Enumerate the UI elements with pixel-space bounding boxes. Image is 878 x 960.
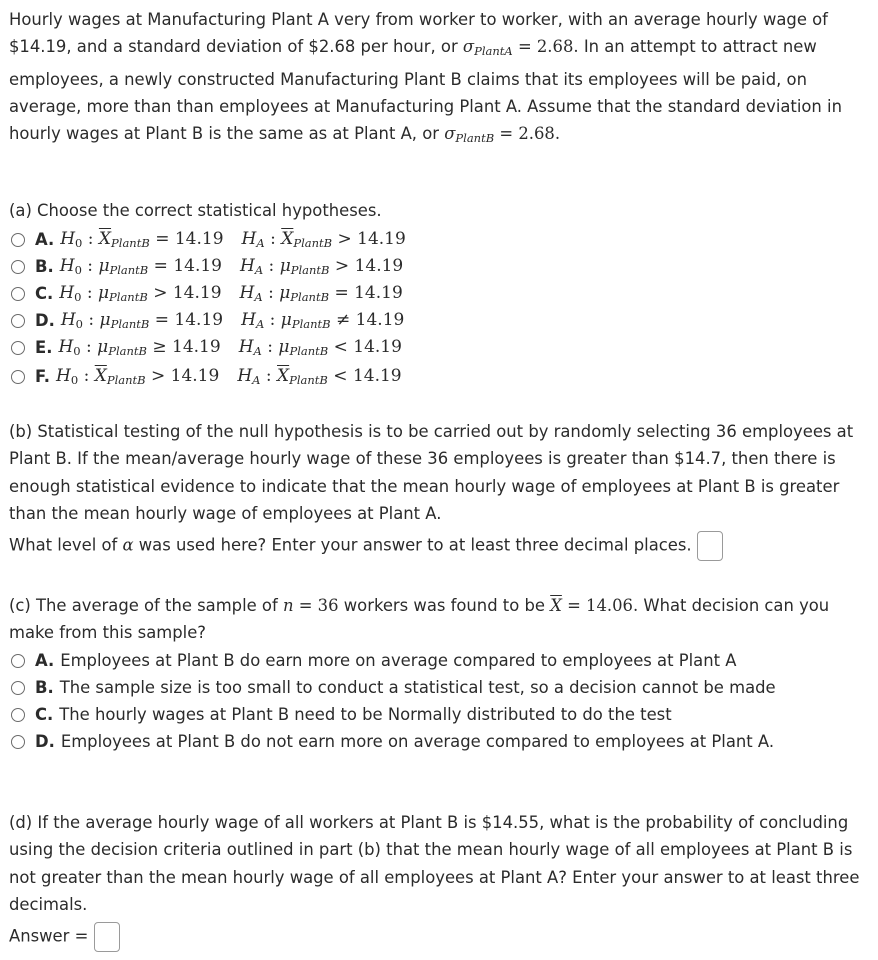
radio-button[interactable]	[11, 260, 25, 274]
option-text: Employees at Plant B do earn more on average compared to employees at Plant A	[60, 651, 737, 670]
radio-button[interactable]	[11, 341, 25, 355]
alternative-hypothesis: $H_A$ : $\overline{X}_{PlantB} > 14.19$	[241, 229, 406, 250]
null-hypothesis: H0 : $\mu_{PlantB} \ge 14.19$	[58, 337, 221, 358]
option-text: The hourly wages at Plant B need to be Normally distributed to do the test	[59, 705, 672, 724]
part-d-paragraph: (d) If the average hourly wage of all workers at Plant B is $14.55, what is the probability of concluding using the decision criteria outlined in part (b) that the mean hourly wage of all employees at Plant B is not greater than the mean hourly wage of all employees at Plant A? Enter your answer to at least three decimals. Answer =	[9, 809, 871, 952]
option-letter: C.	[35, 705, 54, 724]
radio-button[interactable]	[11, 654, 25, 668]
option-text: Employees at Plant B do not earn more on average compared to employees at Plant A.	[60, 732, 775, 751]
option-letter: D.	[35, 311, 55, 330]
part-a-question: (a) Choose the correct statistical hypotheses.	[9, 201, 382, 220]
hypothesis-option[interactable]	[9, 280, 403, 307]
radio-button[interactable]	[11, 370, 25, 384]
sigma-symbol: σ	[444, 124, 456, 144]
radio-button[interactable]	[11, 735, 25, 749]
option-letter: F.	[35, 367, 51, 386]
decision-option[interactable]	[9, 701, 672, 728]
radio-button[interactable]	[11, 233, 25, 247]
intro-line-3: employees, a newly constructed Manufacturing Plant B claims that its employees will be paid, on	[9, 69, 807, 89]
alternative-hypothesis: $H_A$ : $\mu_{PlantB} > 14.19$	[240, 256, 404, 277]
null-hypothesis: H0 : $\overline{X}_{PlantB} = 14.19$	[60, 229, 224, 250]
probability-answer-input[interactable]	[94, 922, 120, 952]
alpha-answer-input[interactable]	[697, 531, 723, 561]
option-text: The sample size is too small to conduct a statistical test, so a decision cannot be made	[59, 678, 776, 697]
option-letter: A.	[35, 651, 55, 670]
hypothesis-option[interactable]	[9, 253, 403, 280]
part-b-paragraph: (b) Statistical testing of the null hypothesis is to be carried out by randomly selecting 36 employees at Plant B. If the mean/average hourly wage of these 36 employees is greater than $14.7, then there is enough statistical evidence to indicate that the mean hourly wage of employees at Plant B is greater than the mean hourly wage of employees at Plant A. What level of α was used here? Enter your answer to at least three decimal places.	[9, 418, 871, 561]
null-hypothesis: H0 : $\overline{X}_{PlantB} > 14.19$	[56, 366, 220, 387]
intro-line-5: hourly wages at Plant B is the same as at Plant A, or $\sigma_{PlantB} = 2.68$.	[9, 124, 561, 146]
option-letter: A.	[35, 230, 55, 249]
null-hypothesis: H0 : $\mu_{PlantB} > 14.19$	[59, 283, 222, 304]
alternative-hypothesis: $H_A$ : $\mu_{PlantB} \ne 14.19$	[241, 310, 405, 331]
radio-button[interactable]	[11, 708, 25, 722]
alternative-hypothesis: $H_A$ : $\overline{X}_{PlantB} < 14.19$	[237, 366, 402, 387]
part-c-question: (c) The average of the sample of n = 36 workers was found to be $\overline{X} = 14.06$. What decision can you make from this sample?	[9, 596, 830, 643]
radio-button[interactable]	[11, 681, 25, 695]
decision-option[interactable]	[9, 674, 776, 701]
decision-option[interactable]	[9, 728, 774, 755]
option-letter: D.	[35, 732, 55, 751]
sigma-symbol: σ	[462, 37, 475, 57]
intro-paragraph	[9, 6, 871, 152]
hypothesis-option[interactable]	[9, 307, 404, 334]
null-hypothesis: H0 : $\mu_{PlantB} = 14.19$	[59, 256, 222, 277]
radio-button[interactable]	[11, 287, 25, 301]
hypothesis-option[interactable]	[9, 226, 406, 253]
intro-line-2: $14.19, and a standard deviation of $2.68 per hour, or $\sigma_{PlantA} = 2.68$. In an attempt to attract new	[9, 37, 817, 59]
alternative-hypothesis: $H_A$ : $\mu_{PlantB} < 14.19$	[238, 337, 402, 358]
hypothesis-option[interactable]	[9, 334, 402, 361]
option-letter: C.	[35, 284, 54, 303]
decision-option[interactable]	[9, 647, 736, 674]
intro-line-4: average, more than than employees at Manufacturing Plant A. Assume that the standard deviation in	[9, 96, 842, 116]
null-hypothesis: H0 : $\mu_{PlantB} = 14.19$	[60, 310, 224, 331]
alpha-symbol: α	[122, 535, 134, 555]
option-letter: B.	[35, 257, 54, 276]
alternative-hypothesis: $H_A$ : $\mu_{PlantB} = 14.19$	[239, 283, 403, 304]
intro-line-1: Hourly wages at Manufacturing Plant A very from worker to worker, with an average hourly wage of	[9, 10, 828, 29]
option-letter: E.	[35, 338, 53, 357]
hypothesis-option[interactable]	[9, 363, 402, 390]
radio-button[interactable]	[11, 314, 25, 328]
option-letter: B.	[35, 678, 54, 697]
